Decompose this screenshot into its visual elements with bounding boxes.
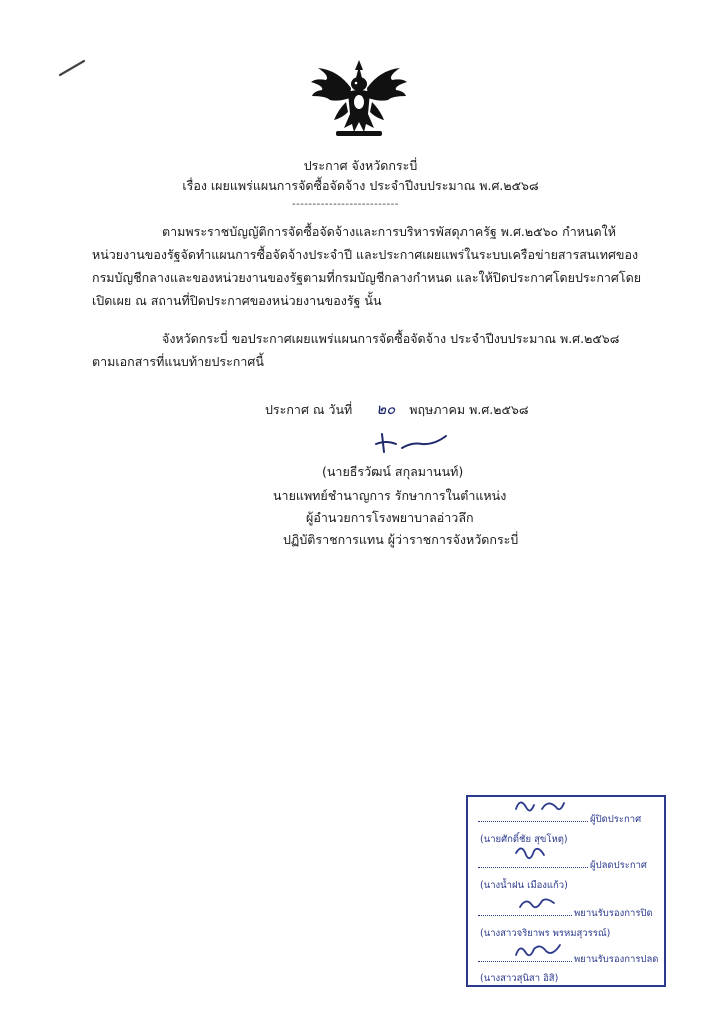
paragraph-2 xyxy=(92,327,638,373)
date-line xyxy=(265,401,529,418)
stamp-role: ผู้ปิดประกาศ xyxy=(590,814,642,825)
stamp-signature xyxy=(512,841,552,865)
stamp-name: (นายศักดิ์ชัย สุขโหตุ) xyxy=(480,834,568,845)
signatory-position-3: ปฏิบัติราชการแทน ผู้ว่าราชการจังหวัดกระบี่ xyxy=(283,532,519,547)
signatory-name: (นายธีรวัฒน์ สกุลมานนท์) xyxy=(322,464,464,479)
stamp-name: (นางสาวสุนิสา อิสิ) xyxy=(480,973,559,984)
stamp-name: (นางสาวจริยาพร พรหมสุวรรณ์) xyxy=(480,928,611,939)
garuda-emblem-icon xyxy=(308,58,410,140)
stamp-name: (นางน้ำฝน เมืองแก้ว) xyxy=(480,880,568,891)
paragraph-1 xyxy=(92,220,642,312)
pen-stroke-mark xyxy=(58,58,88,78)
stamp-role: ผู้ปลดประกาศ xyxy=(590,860,647,871)
subject-line: เรื่อง เผยแพร่แผนการจัดซื้อจัดจ้าง ประจำปีงบประมาณ พ.ศ.๒๕๖๘ xyxy=(182,178,539,193)
signature xyxy=(372,428,452,458)
stamp-role: พยานรับรองการปิด xyxy=(574,908,653,919)
announcement-title: ประกาศ จังหวัดกระบี่ xyxy=(303,158,418,173)
date-prefix: ประกาศ ณ วันที่ xyxy=(265,402,353,417)
paragraph-2-line: ตามเอกสารที่แนบท้ายประกาศนี้ xyxy=(92,354,264,369)
stamp-signature xyxy=(516,893,560,917)
signatory-position-2: ผู้อำนวยการโรงพยาบาลอ่าวลึก xyxy=(306,510,474,525)
paragraph-1-line: กรมบัญชีกลางและของหน่วยงานของรัฐตามที่กรมบัญชีกลางกำหนด และให้ปิดประกาศโดยประกาศโดย xyxy=(92,270,642,285)
stamp-signature xyxy=(512,795,568,819)
stamp-role: พยานรับรองการปลด xyxy=(574,954,659,965)
posting-stamp xyxy=(466,795,666,987)
signatory-position-1: นายแพทย์ชำนาญการ รักษาการในตำแหน่ง xyxy=(273,488,507,503)
date-day-handwritten: ๒๐ xyxy=(376,400,396,418)
date-month-year: พฤษภาคม พ.ศ.๒๕๖๘ xyxy=(409,402,529,417)
divider: -------------------------- xyxy=(292,199,399,210)
stamp-signature xyxy=(512,939,568,963)
paragraph-2-line: จังหวัดกระบี่ ขอประกาศเผยแพร่แผนการจัดซื้อจัดจ้าง ประจำปีงบประมาณ พ.ศ.๒๕๖๘ xyxy=(162,331,620,346)
paragraph-1-line: ตามพระราชบัญญัติการจัดซื้อจัดจ้างและการบริหารพัสดุภาครัฐ พ.ศ.๒๕๖๐ กำหนดให้ xyxy=(162,224,616,239)
paragraph-1-line: หน่วยงานของรัฐจัดทำแผนการซื้อจัดจ้างประจำปี และประกาศเผยแพร่ในระบบเครือข่ายสารสนเทศของ xyxy=(92,247,639,262)
paragraph-1-line: เปิดเผย ณ สถานที่ปิดประกาศของหน่วยงานของรัฐ นั้น xyxy=(92,293,382,308)
